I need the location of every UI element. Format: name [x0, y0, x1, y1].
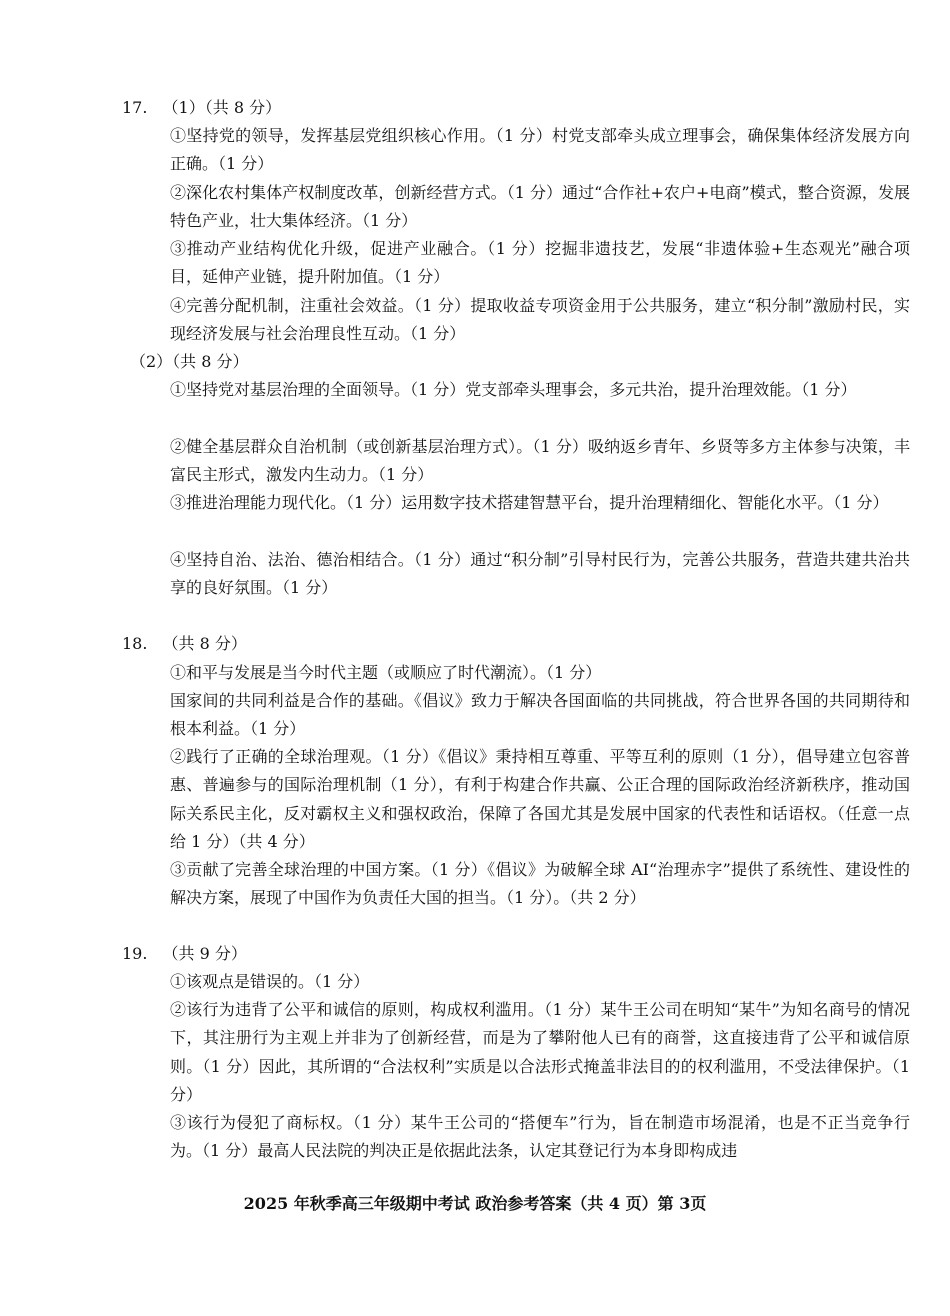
q17-part1-item-1: ①坚持党的领导，发挥基层党组织核心作用。（1 分）村党支部牵头成立理事会，确保集体经济发展方向正确。（1 分） [170, 126, 910, 174]
q17-part1-item-4: ④完善分配机制，注重社会效益。（1 分）提取收益专项资金用于公共服务，建立“积分制”激励村民，实现经济发展与社会治理良性互动。（1 分） [170, 296, 910, 344]
q17-part1-item-3: ③推动产业结构优化升级，促进产业融合。（1 分）挖掘非遗技艺，发展“非遗体验+生态观光”融合项目，延伸产业链，提升附加值。（1 分） [170, 239, 910, 287]
q19-item-2: ②该行为违背了公平和诚信的原则，构成权利滥用。（1 分）某牛王公司在明知“某牛”为知名商号的情况下，其注册行为主观上并非为了创新经营，而是为了攀附他人已有的商誉，这直接违背了公平和诚信原则。（1 分）因此，其所谓的“合法权利”实质是以合法形式掩盖非法目的的权利滥用，不受法律保护。（1 分） [170, 1000, 910, 1104]
q17-part2-item-4: ④坚持自治、法治、德治相结合。（1 分）通过“积分制”引导村民行为，完善公共服务，营造共建共治共享的良好氛围。（1 分） [170, 550, 910, 598]
q19-header [122, 940, 247, 968]
q18-item-3: ②践行了正确的全球治理观。（1 分）《倡议》秉持相互尊重、平等互利的原则（1 分），倡导建立包容普惠、普遍参与的国际治理机制（1 分），有利于构建合作共赢、公正合理的国际政治经济新秩序，推动国际关系民主化，反对霸权主义和强权政治，保障了各国尤其是发展中国家的代表性和话语权。（任意一点给 1 分）（共 4 分） [170, 747, 910, 851]
q18-label: （共 8 分） [162, 634, 247, 653]
q17-part1-item-2: ②深化农村集体产权制度改革，创新经营方式。（1 分）通过“合作社+农户+电商”模式，整合资源，发展特色产业，壮大集体经济。（1 分） [170, 183, 910, 231]
q17-part2-item-2: ②健全基层群众自治机制（或创新基层治理方式）。（1 分）吸纳返乡青年、乡贤等多方主体参与决策，丰富民主形式，激发内生动力。（1 分） [170, 437, 910, 485]
q17-number: 17. [122, 98, 148, 117]
q17-part2-item-1: ①坚持党对基层治理的全面领导。（1 分）党支部牵头理事会，多元共治，提升治理效能。（1 分） [170, 380, 857, 399]
q18-item-2: 国家间的共同利益是合作的基础。《倡议》致力于解决各国面临的共同挑战，符合世界各国的共同期待和根本利益。（1 分） [170, 691, 910, 739]
q18-item-1: ①和平与发展是当今时代主题（或顺应了时代潮流）。（1 分） [170, 663, 602, 682]
q18-item-4: ③贡献了完善全球治理的中国方案。（1 分）《倡议》为破解全球 AI“治理赤字”提供了系统性、建设性的解决方案，展现了中国作为负责任大国的担当。（1 分）。（共 2 分） [170, 860, 910, 908]
q17-part2-item-3: ③推进治理能力现代化。（1 分）运用数字技术搭建智慧平台，提升治理精细化、智能化水平。（1 分） [170, 493, 889, 512]
q19-label: （共 9 分） [162, 944, 247, 963]
q19-item-1: ①该观点是错误的。（1 分） [170, 972, 370, 991]
page-footer: 2025 年秋季高三年级期中考试 政治参考答案（共 4 页）第 3页 [243, 1194, 707, 1213]
q17-part1-label: （1）（共 8 分） [162, 98, 282, 117]
q18-number: 18. [122, 634, 148, 653]
q19-item-3: ③该行为侵犯了商标权。（1 分）某牛王公司的“搭便车”行为，旨在制造市场混淆，也是不正当竞争行为。（1 分）最高人民法院的判决正是依据此法条，认定其登记行为本身即构成违 [170, 1113, 910, 1161]
q17-header [122, 94, 281, 122]
q17-part2-label: （2）（共 8 分） [130, 352, 249, 371]
q19-number: 19. [122, 944, 148, 963]
q18-header [122, 630, 247, 658]
